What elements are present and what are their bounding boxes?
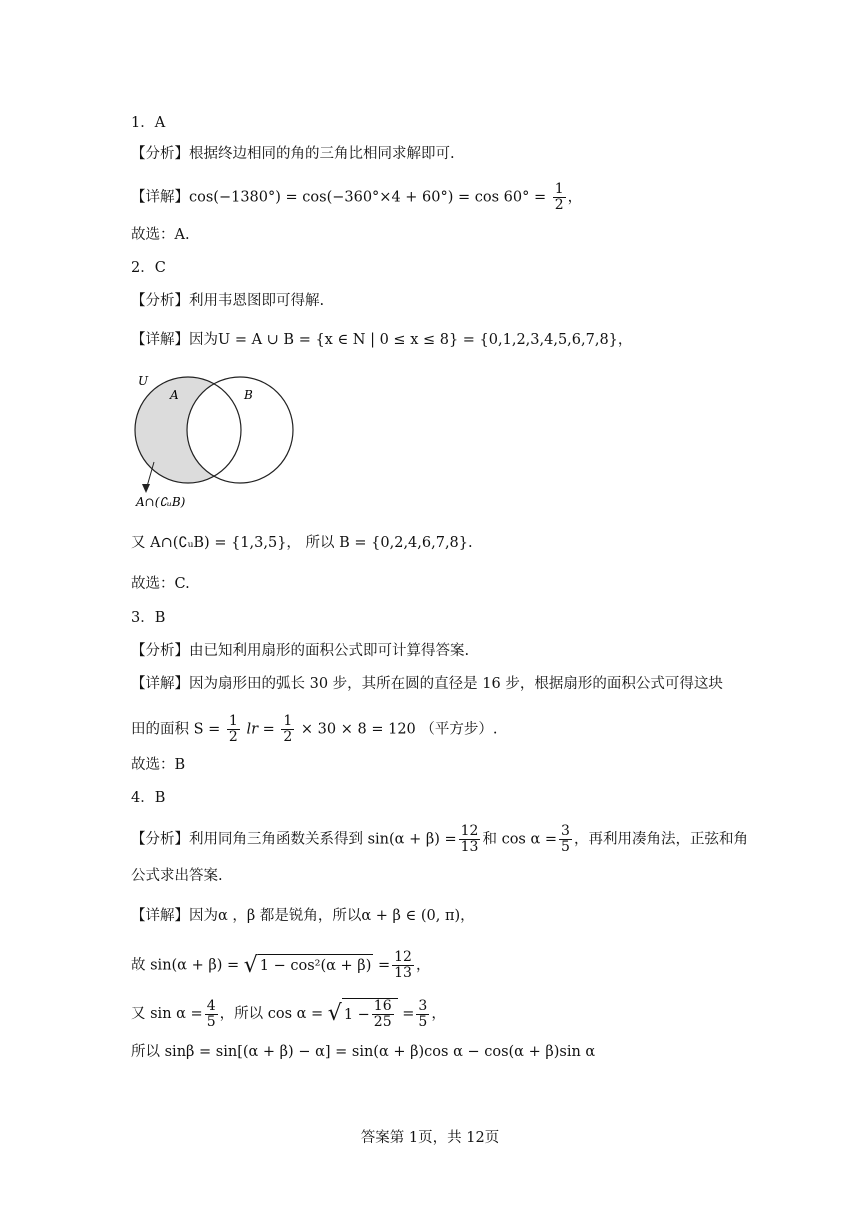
sqrt-expression: √ 1 − $\frac{16}{25}$ <box>328 998 398 1030</box>
problem-1-detail: 【详解】cos(−1380°) = cos(−360°×4 + 60°) = cos 60° = $\frac{1}{2}$ ， <box>131 181 583 213</box>
fraction-one-half: $\frac{1}{2}$ <box>228 713 238 745</box>
detail-tag: 【详解】 <box>131 189 189 206</box>
problem-4-analysis-cont: 公式求出答案. <box>131 868 223 884</box>
venn-caption: A∩(∁ᵤB) <box>136 495 186 509</box>
venn-diagram <box>128 366 308 516</box>
problem-4-analysis: 【分析】利用同角三角函数关系得到 sin(α + β) = $\frac{12}{13}$ 和 cos α = $\frac{3}{5}$ ，再利用凑角法，正弦和角 <box>131 823 748 855</box>
problem-4-step2: 又 sin α = $\frac{4}{5}$ ，所以 cos α = √ 1 − $\frac{16}{25}$ = $\frac{3}{5}$ ， <box>131 997 446 1030</box>
fraction-3-5: $\frac{3}{5}$ <box>561 823 570 855</box>
problem-3-analysis: 【分析】由已知利用扇形的面积公式即可计算得答案. <box>131 643 470 659</box>
sqrt-expression: √ 1 − cos²(α + β) <box>243 952 372 978</box>
problem-1-analysis: 【分析】根据终边相同的角的三角比相同求解即可. <box>131 146 455 162</box>
problem-4-step3: 所以 sinβ = sin[(α + β) − α] = sin(α + β)cos α − cos(α + β)sin α <box>131 1044 596 1060</box>
fraction-4-5: $\frac{4}{5}$ <box>206 997 216 1030</box>
fraction-one-half: $\frac{1}{2}$ <box>283 713 293 745</box>
venn-label-a: A <box>170 388 179 402</box>
venn-label-b: B <box>244 388 253 402</box>
problem-2-detail: 【详解】因为U = A ∪ B = {x ∈ N | 0 ≤ x ≤ 8} = {0,1,2,3,4,5,6,7,8}， <box>131 332 633 348</box>
fraction-one-half: $\frac{1}{2}$ <box>554 181 564 213</box>
problem-2-analysis: 【分析】利用韦恩图即可得解. <box>131 293 325 309</box>
problem-1-answer: 故选：A. <box>131 227 190 243</box>
page-footer: 答案第 1页，共 12页 <box>360 1130 500 1146</box>
fraction-12-13: $\frac{12}{13}$ <box>460 823 479 855</box>
problem-2-heading: 2．C <box>131 260 166 276</box>
problem-4-detail: 【详解】因为α ，β 都是锐角，所以α + β ∈ (0, π)， <box>131 908 475 924</box>
problem-2-answer: 故选：C. <box>131 576 190 592</box>
problem-3-heading: 3．B <box>131 610 166 626</box>
fraction-12-13: $\frac{12}{13}$ <box>394 949 412 981</box>
detail-expression: cos(−1380°) = cos(−360°×4 + 60°) = cos 60° = <box>189 189 547 206</box>
fraction-3-5: $\frac{3}{5}$ <box>418 997 428 1030</box>
problem-4-step1: 故 sin(α + β) = √ 1 − cos²(α + β) = $\frac{12}{13}$ ， <box>131 949 431 981</box>
problem-1-heading: 1．A <box>131 115 166 131</box>
problem-4-heading: 4．B <box>131 790 166 806</box>
venn-label-u: U <box>138 374 149 388</box>
problem-2-line2: 又 A∩(∁ᵤB) = {1,3,5}， 所以 B = {0,2,4,6,7,8}. <box>131 535 473 551</box>
problem-3-answer: 故选：B <box>131 757 186 773</box>
problem-3-detail-line1: 【详解】因为扇形田的弧长 30 步，其所在圆的直径是 16 步，根据扇形的面积公式可得这块 <box>131 676 723 692</box>
problem-3-detail-line2: 田的面积 S = $\frac{1}{2}$ lr = $\frac{1}{2}$ × 30 × 8 = 120 （平方步）. <box>131 713 498 745</box>
